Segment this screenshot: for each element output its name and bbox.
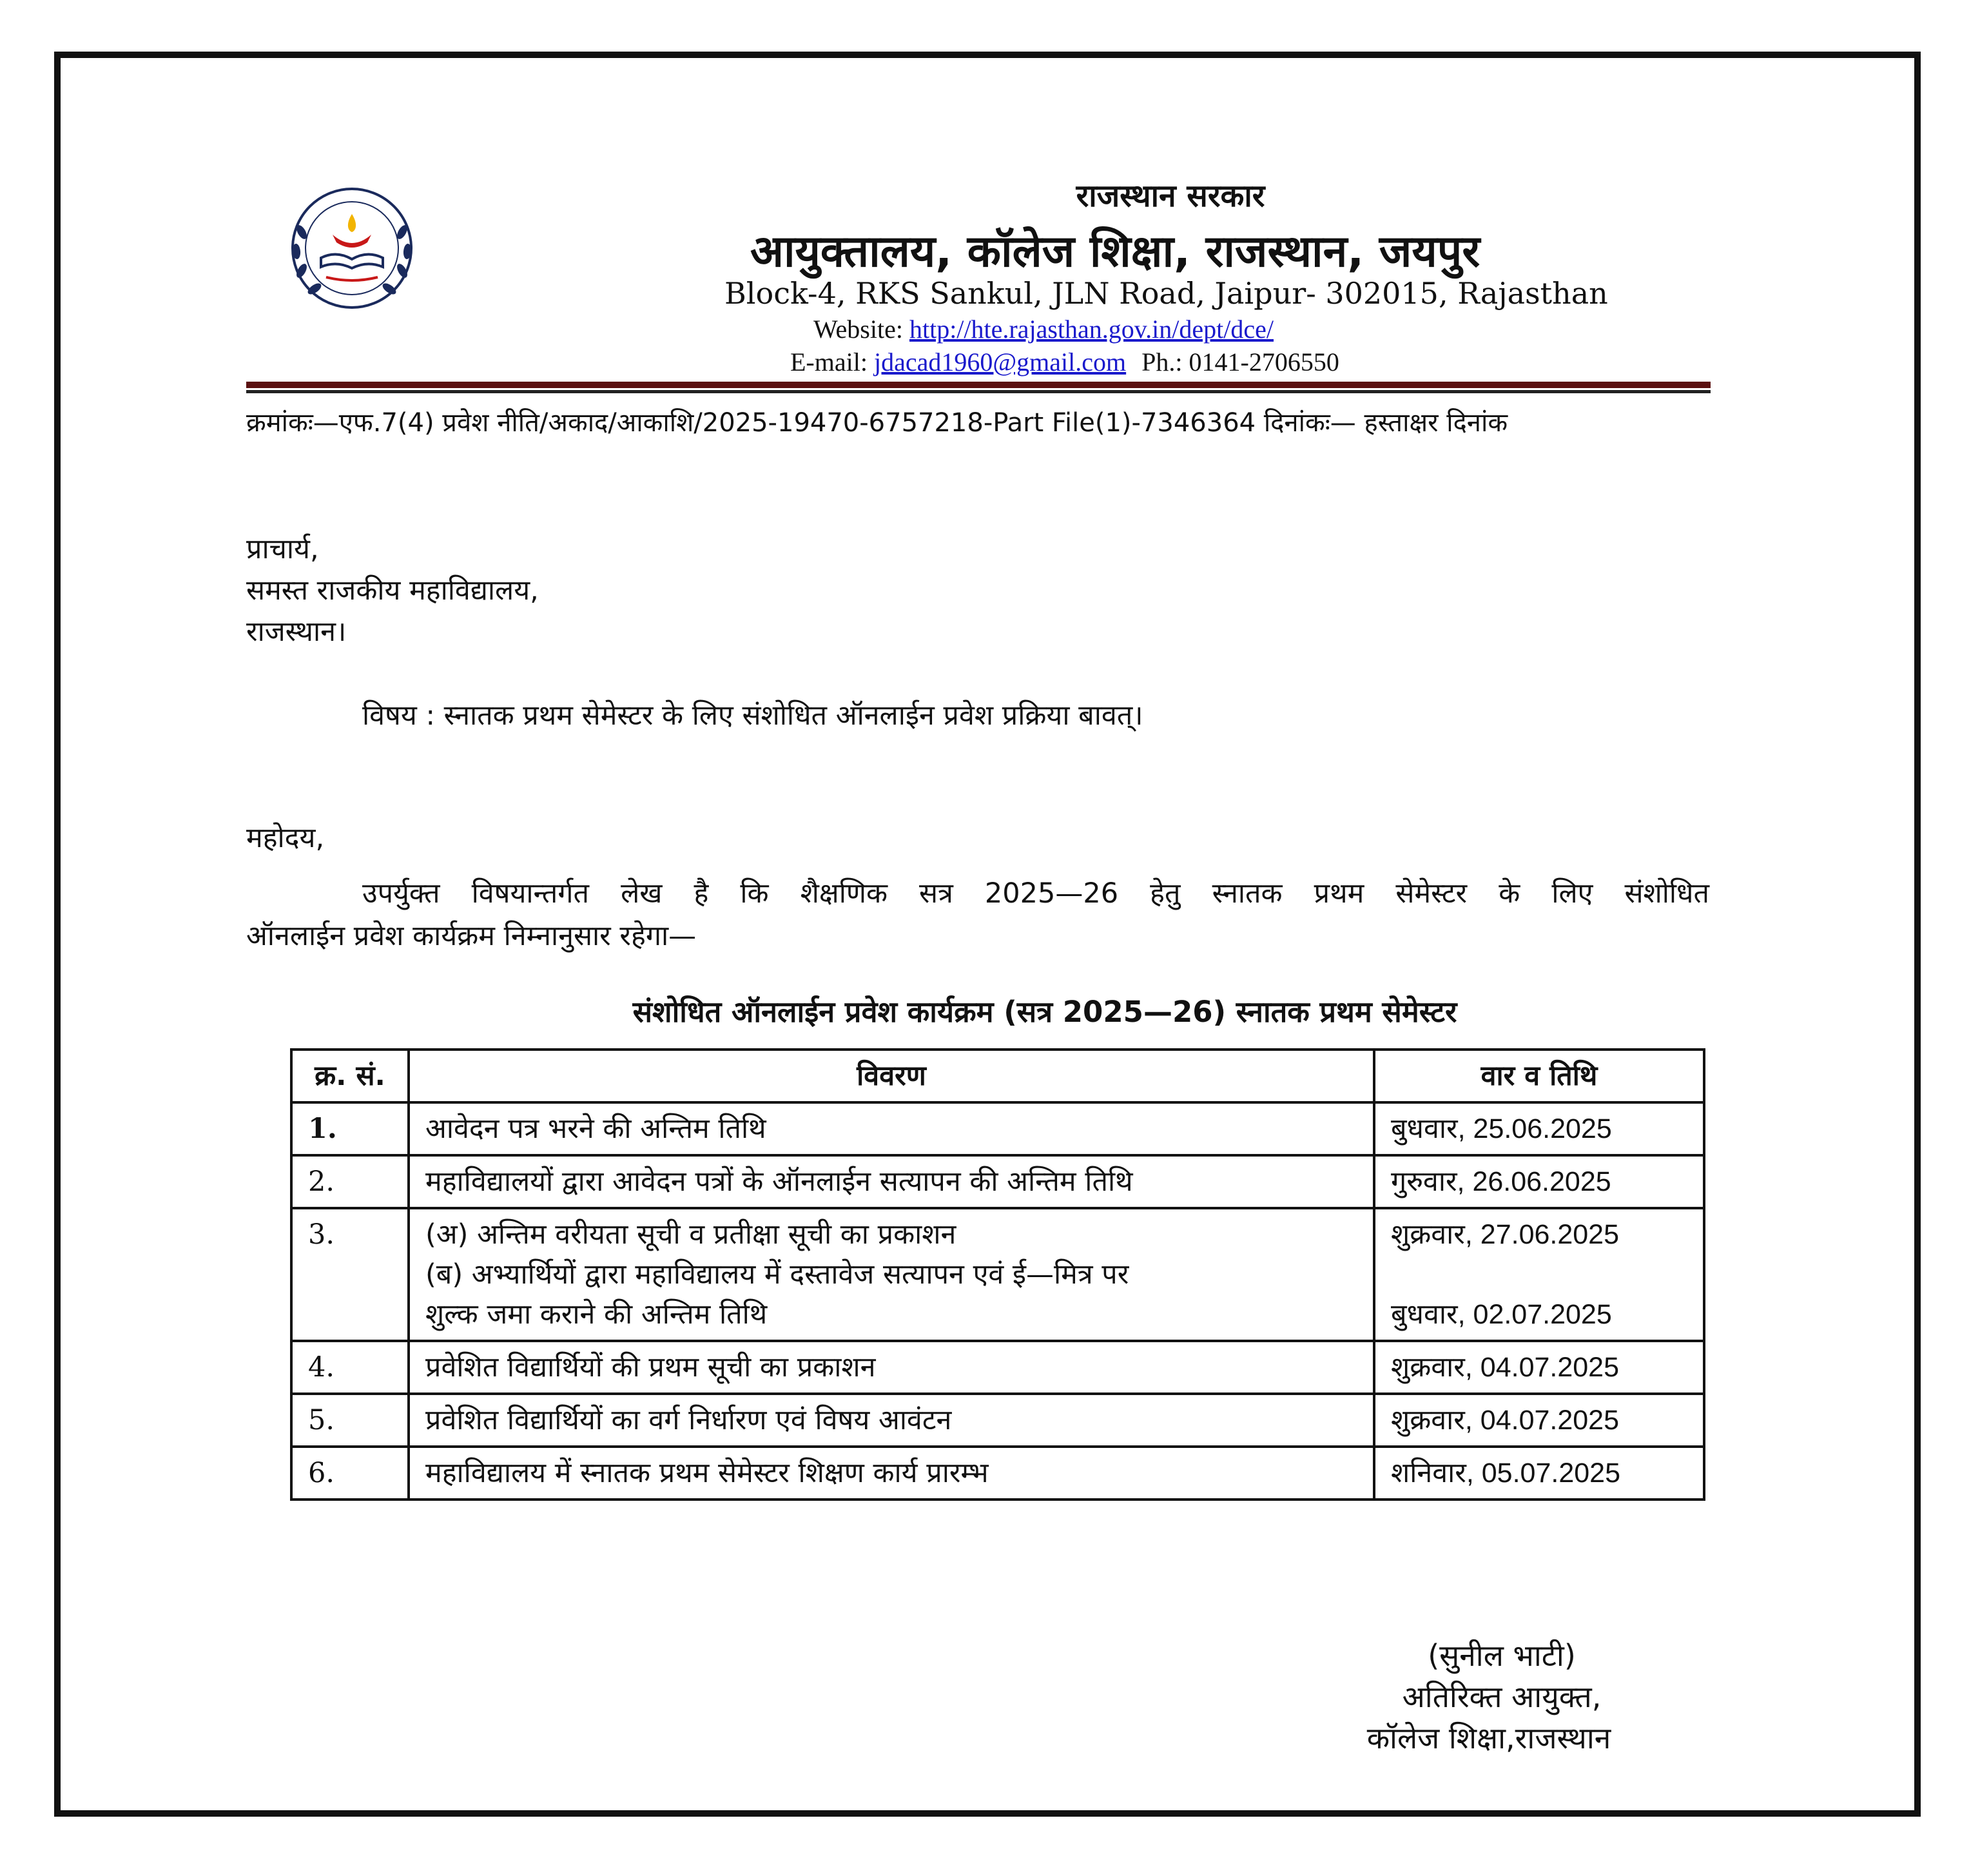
body-paragraph-line1: उपर्युक्त विषयान्तर्गत लेख है कि शैक्षणिक सत्र 2025—26 हेतु स्नातक प्रथम सेमेस्टर के लिए संशोधित [362, 877, 1709, 910]
row-serial: 2. [291, 1155, 409, 1208]
header-rule-top [246, 382, 1711, 388]
phone-number: Ph.: 0141-2706550 [1141, 347, 1339, 376]
website-line [813, 314, 1274, 344]
col-header-serial: क्र. सं. [291, 1050, 409, 1102]
contact-line [790, 347, 1339, 377]
table-header-row [291, 1050, 1704, 1102]
table-row [291, 1341, 1704, 1394]
addressee-line: राजस्थान। [246, 616, 347, 648]
office-address: Block-4, RKS Sankul, JLN Road, Jaipur- 302015, Rajasthan [724, 276, 1608, 311]
row-serial: 4. [291, 1341, 409, 1394]
col-header-description: विवरण [409, 1050, 1374, 1102]
row-date-a: शुक्रवार, 27.06.2025 [1391, 1219, 1619, 1250]
addressee-line: समस्त राजकीय महाविद्यालय, [246, 574, 539, 607]
table-row [291, 1447, 1704, 1500]
row-description [409, 1208, 1374, 1341]
signatory-designation: अतिरिक्त आयुक्त, [1402, 1679, 1602, 1714]
table-row [291, 1208, 1704, 1341]
row-description-a: (अ) अन्तिम वरीयता सूची व प्रतीक्षा सूची का प्रकाशन [425, 1218, 956, 1251]
reference-number: क्रमांकः—एफ.7(4) प्रवेश नीति/अकाद/आकाशि/2025-19470-6757218-Part File(1)-7346364 दिनांकः— हस्ताक्षर दिनांक [246, 408, 1508, 438]
row-date: शनिवार, 05.07.2025 [1374, 1447, 1704, 1500]
schedule-table [290, 1048, 1705, 1501]
addressee-block [246, 529, 1709, 652]
table-row [291, 1102, 1704, 1155]
email-label: E-mail: [790, 347, 868, 376]
row-description-b: (ब) अभ्यार्थियों द्वारा महाविद्यालय में दस्तावेज सत्यापन एवं ई—मित्र पर [425, 1258, 1129, 1291]
signatory-name: (सुनील भाटी) [1428, 1638, 1576, 1673]
row-description: महाविद्यालयों द्वारा आवेदन पत्रों के ऑनलाईन सत्यापन की अन्तिम तिथि [409, 1155, 1374, 1208]
govt-heading: राजस्थान सरकार [1076, 178, 1265, 214]
row-serial: 3. [291, 1208, 409, 1341]
row-description-b-cont: शुल्क जमा कराने की अन्तिम तिथि [425, 1298, 768, 1331]
row-date-b: बुधवार, 02.07.2025 [1391, 1299, 1612, 1330]
row-serial: 5. [291, 1394, 409, 1447]
row-description: प्रवेशित विद्यार्थियों का वर्ग निर्धारण एवं विषय आवंटन [409, 1394, 1374, 1447]
row-description: प्रवेशित विद्यार्थियों की प्रथम सूची का प्रकाशन [409, 1341, 1374, 1394]
body-paragraph-line2: ऑनलाईन प्रवेश कार्यक्रम निम्नानुसार रहेगा— [246, 920, 697, 952]
row-date: बुधवार, 25.06.2025 [1374, 1102, 1704, 1155]
row-date: शुक्रवार, 04.07.2025 [1374, 1394, 1704, 1447]
website-link[interactable]: http://hte.rajasthan.gov.in/dept/dce/ [909, 315, 1274, 344]
row-serial: 6. [291, 1447, 409, 1500]
signatory-office: कॉलेज शिक्षा,राजस्थान [1366, 1721, 1611, 1755]
header-rule-bottom [246, 390, 1711, 393]
row-description: महाविद्यालय में स्नातक प्रथम सेमेस्टर शिक्षण कार्य प्रारम्भ [409, 1447, 1374, 1500]
schedule-title: संशोधित ऑनलाईन प्रवेश कार्यक्रम (सत्र 2025—26) स्नातक प्रथम सेमेस्टर [632, 995, 1457, 1029]
email-link[interactable]: jdacad1960@gmail.com [873, 347, 1127, 376]
subject-line: विषय : स्नातक प्रथम सेमेस्टर के लिए संशोधित ऑनलाईन प्रवेश प्रक्रिया बावत्। [362, 699, 1143, 732]
row-date: गुरुवार, 26.06.2025 [1374, 1155, 1704, 1208]
office-heading: आयुक्तालय, कॉलेज शिक्षा, राजस्थान, जयपुर [750, 226, 1480, 277]
row-serial: 1. [291, 1102, 409, 1155]
salutation: महोदय, [246, 822, 325, 854]
row-description: आवेदन पत्र भरने की अन्तिम तिथि [409, 1102, 1374, 1155]
website-label: Website: [813, 315, 903, 344]
table-row [291, 1155, 1704, 1208]
table-row [291, 1394, 1704, 1447]
col-header-date: वार व तिथि [1374, 1050, 1704, 1102]
row-date [1374, 1208, 1704, 1341]
row-date: शुक्रवार, 04.07.2025 [1374, 1341, 1704, 1394]
addressee-line: प्राचार्य, [246, 533, 319, 565]
